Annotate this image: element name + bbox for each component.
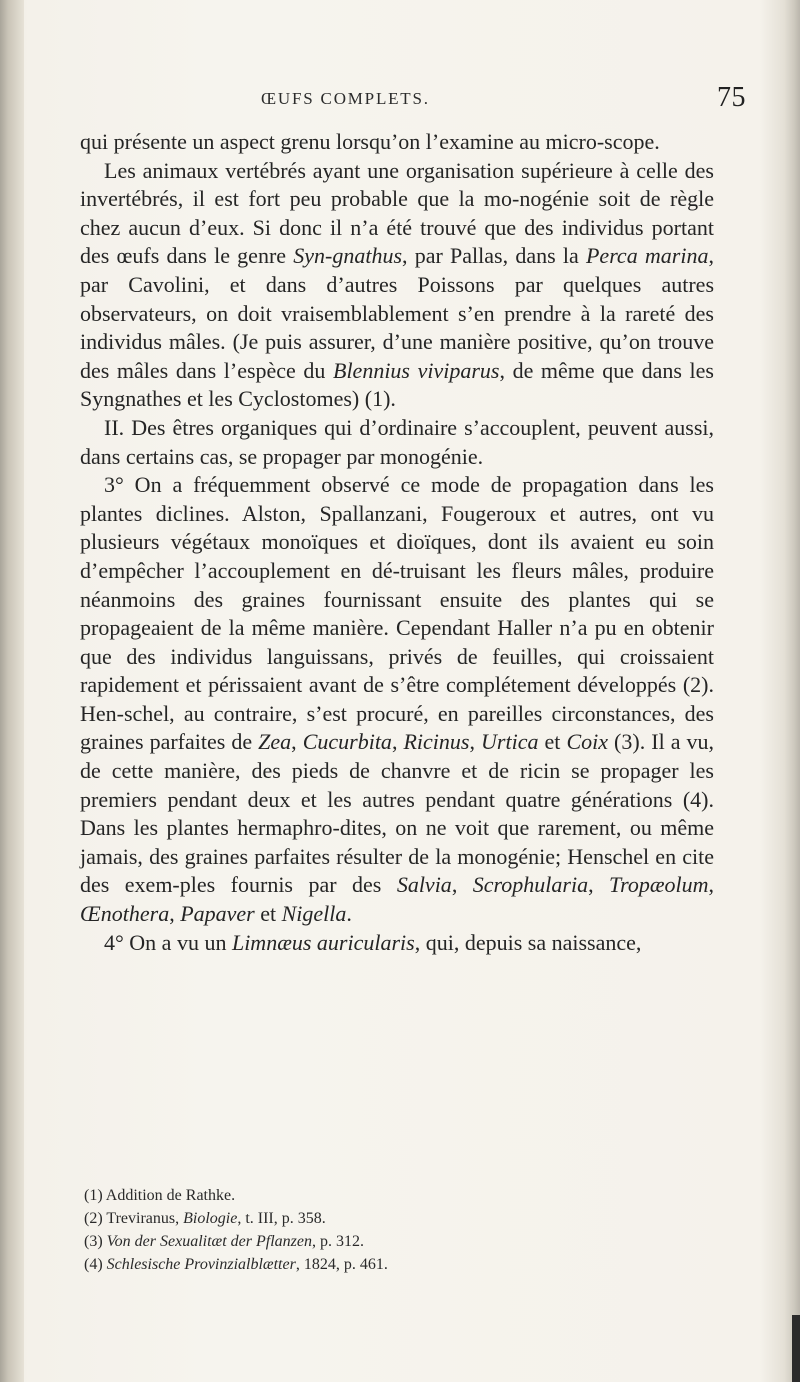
footnote-italic-title: Biologie — [183, 1210, 238, 1227]
page-edge-mark — [792, 1315, 800, 1382]
italic-nigella: Nigella — [281, 901, 347, 927]
main-text — [80, 128, 714, 957]
text-span: 4° On a vu un — [104, 929, 232, 955]
running-head: ŒUFS COMPLETS. — [261, 89, 430, 108]
italic-blennius-viviparus: Blennius viviparus — [333, 357, 500, 383]
italic-salvia: Salvia — [396, 872, 452, 898]
text-span: , par Pallas, dans la — [402, 243, 586, 269]
italic-cucurbita: Cucurbita — [302, 729, 392, 755]
text-span: 3° On a fréquemment observé ce mode de propagation dans les plantes diclines. Alston, Spallanzani, Fougeroux et autres, ont vu plusieurs végétaux monoïques et dioïques, dont ils avaient eu soin d’empêcher l’accouplement en dé-truisant les fleurs mâles, produire néanmoins des graines fournissant ensuite des plantes qui se propageaient de la même manière. Cependant Haller n’a pu en obtenir que des individus languissans, privés de feuilles, qui croissaient rapidement et périssaient avant de s’être complétement développés (2). Hen-schel, au contraire, s’est procuré, en pareilles circonstances, des graines parfaites de — [80, 472, 714, 755]
footnote-text: , 1824, p. 461. — [295, 1256, 388, 1273]
paragraph-section-ii — [80, 414, 714, 471]
text-span: , — [451, 872, 473, 898]
text-span: , — [391, 729, 404, 755]
text-span: , — [469, 729, 482, 755]
text-span: , — [291, 729, 303, 755]
footnote-text: (2) Treviranus, — [84, 1210, 184, 1227]
paragraph-continuation — [80, 128, 714, 157]
page-number: 75 — [717, 82, 746, 113]
text-span: , — [169, 901, 181, 927]
text-span: qui présente un aspect grenu lorsqu’on l’examine au micro-scope. — [80, 129, 660, 154]
text-span: , de même que dans les Syngnathes et les Cyclostomes) (1). — [80, 357, 714, 412]
text-span: , qui, depuis sa naissance, — [414, 929, 642, 955]
text-span: et — [538, 729, 567, 755]
text-span: (3). Il a vu, de cette manière, des pieds de chanvre et de ricin se propager les premiers pendant deux et les autres pendant quatre générations (4). Dans les plantes hermaphro-dites, on ne voit que rarement, ou même jamais, des graines parfaites résulter de la monogénie; Henschel en cite des exem-ples fournis par des — [80, 729, 715, 898]
footnote-3 — [84, 1230, 704, 1253]
italic-zea: Zea — [258, 729, 292, 755]
text-span: II. Des êtres organiques qui d’ordinaire s’accouplent, peuvent aussi, dans certains cas, se propager par monogénie. — [80, 414, 714, 469]
footnote-italic-title: Von der Sexualitæt der Pflanzen — [106, 1233, 312, 1250]
footnote-2 — [84, 1207, 704, 1230]
footnote-text: (3) — [84, 1233, 107, 1250]
paragraph-plants — [80, 471, 714, 929]
footnote-italic-title: Schlesische Provinzialblætter — [106, 1256, 296, 1273]
italic-ricinus: Ricinus — [403, 729, 470, 755]
text-span: . — [346, 901, 352, 927]
text-span: , — [588, 872, 610, 898]
italic-perca-marina: Perca marina — [585, 243, 709, 269]
text-span: Les animaux vertébrés ayant une organisation supérieure à celle des invertébrés, il est fort peu probable que la mo-nogénie soit de règle chez aucun d’eux. Si donc il n’a été trouvé que des individus portant des œufs dans le genre — [80, 157, 714, 269]
text-span: , — [708, 872, 714, 898]
footnote-text: (4) — [84, 1256, 107, 1273]
page-edge-shadow — [784, 0, 800, 1382]
italic-oenothera: Œnothera — [80, 901, 170, 927]
text-span: et — [254, 901, 282, 927]
italic-coix: Coix — [566, 729, 609, 755]
italic-limnaeus-auricularis: Limnæus auricularis — [231, 929, 415, 955]
italic-genus-syngnathus: Syn-gnathus — [293, 243, 403, 269]
italic-scrophularia: Scrophularia — [472, 872, 589, 898]
italic-papaver: Papaver — [180, 901, 255, 927]
text-span: , par Cavolini, et dans d’autres Poissons par quelques autres observateurs, on doit vraisemblablement s’en prendre à la rareté des individus mâles. (Je puis assurer, d’une manière positive, qu’on trouve des mâles dans l’espèce du — [80, 243, 714, 383]
footnote-text: , p. 312. — [311, 1233, 364, 1250]
paragraph-limnaeus — [80, 929, 714, 958]
page-header — [0, 84, 800, 120]
footnotes — [84, 1184, 704, 1276]
footnote-text: , t. III, p. 358. — [237, 1210, 326, 1227]
footnote-4 — [84, 1253, 704, 1276]
binding-gutter — [0, 0, 24, 1382]
italic-tropaeolum: Tropæolum — [609, 872, 709, 898]
paragraph-vertebrates — [80, 157, 714, 414]
italic-urtica: Urtica — [481, 729, 539, 755]
footnote-1: (1) Addition de Rathke. — [84, 1187, 236, 1204]
